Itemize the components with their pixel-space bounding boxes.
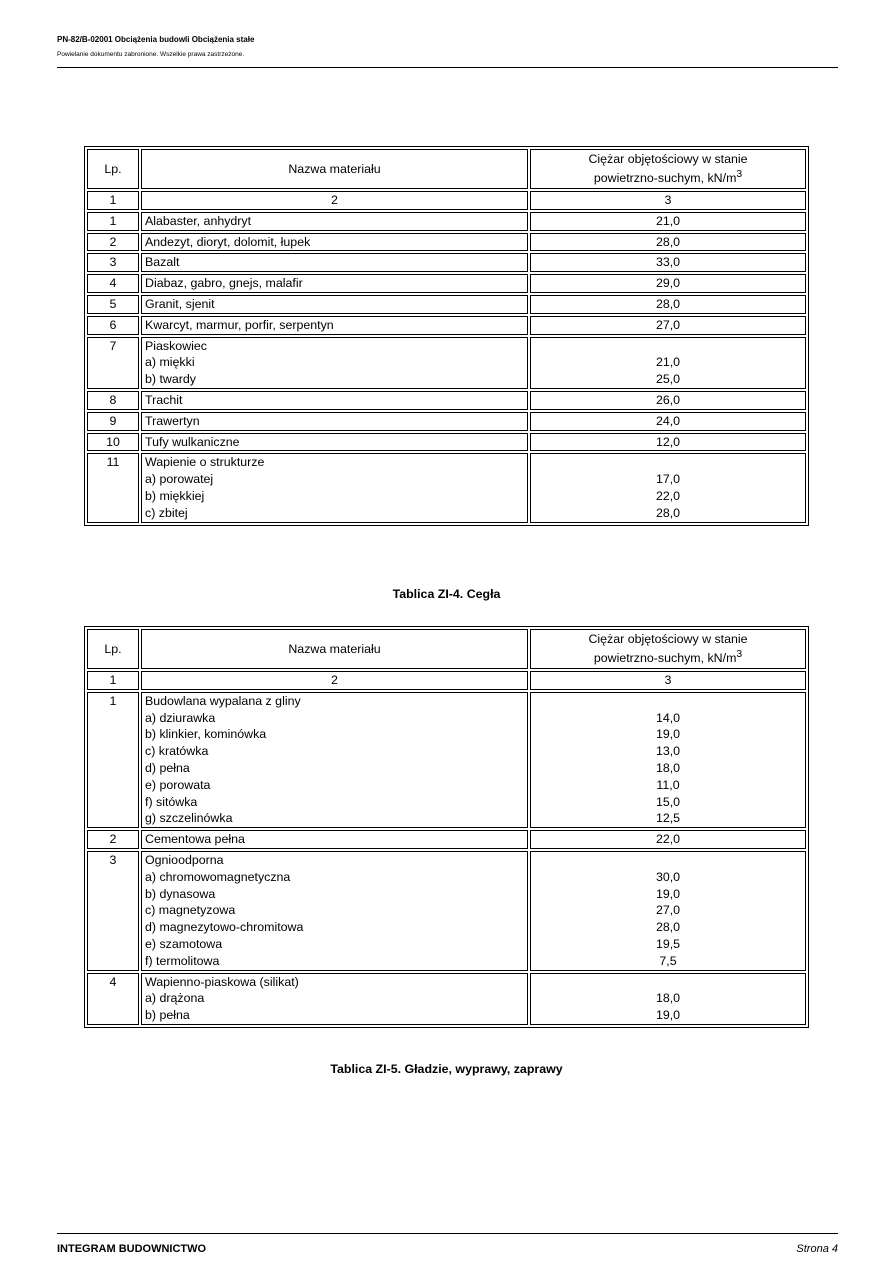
row-material-name bbox=[141, 316, 528, 335]
weight-value: 33,0 bbox=[655, 255, 681, 270]
column-number-1: 1 bbox=[87, 191, 139, 210]
table-row bbox=[87, 433, 806, 452]
column-number-2: 2 bbox=[141, 191, 528, 210]
weight-value: 19,0 bbox=[655, 727, 681, 742]
header-name: Nazwa materiału bbox=[141, 629, 528, 669]
row-weight bbox=[530, 830, 806, 849]
weight-value: 28,0 bbox=[655, 296, 681, 311]
material-name: Piaskowiec bbox=[145, 338, 207, 353]
weight-value: 28,0 bbox=[655, 505, 681, 520]
row-weight bbox=[530, 212, 806, 231]
weight-value: 29,0 bbox=[655, 276, 681, 291]
row-weight bbox=[530, 253, 806, 272]
row-lp: 1 bbox=[87, 212, 139, 231]
material-variant: d) magnezytowo-chromitowa bbox=[145, 920, 304, 935]
row-lp: 8 bbox=[87, 391, 139, 410]
row-lp: 2 bbox=[87, 830, 139, 849]
weight-value: 12,5 bbox=[655, 811, 681, 826]
table-row bbox=[87, 453, 806, 522]
row-material-name bbox=[141, 433, 528, 452]
table-row bbox=[87, 851, 806, 971]
row-weight bbox=[530, 973, 806, 1025]
material-variant: e) porowata bbox=[145, 777, 211, 792]
table-body bbox=[87, 149, 806, 523]
material-name: Alabaster, anhydryt bbox=[145, 213, 252, 228]
weight-value: 21,0 bbox=[655, 213, 681, 228]
row-lp: 3 bbox=[87, 851, 139, 971]
weight-value: 18,0 bbox=[655, 760, 681, 775]
weight-value: 19,0 bbox=[655, 1008, 681, 1023]
brick-materials-table bbox=[84, 626, 809, 1028]
column-number-row bbox=[87, 191, 806, 210]
weight-value: 11,0 bbox=[656, 777, 680, 792]
row-lp: 4 bbox=[87, 274, 139, 293]
header-weight-line2: powietrzno-suchym, kN/m bbox=[593, 171, 737, 186]
row-lp: 11 bbox=[87, 453, 139, 522]
weight-value: 30,0 bbox=[655, 869, 681, 884]
copyright-notice: Powielanie dokumentu zabronione. Wszelkie prawa zastrzeżone. bbox=[57, 51, 245, 58]
header-divider bbox=[57, 67, 838, 68]
row-material-name bbox=[141, 412, 528, 431]
weight-value: 26,0 bbox=[655, 392, 681, 407]
table-row bbox=[87, 212, 806, 231]
row-lp: 1 bbox=[87, 692, 139, 828]
row-lp: 7 bbox=[87, 337, 139, 389]
row-lp: 5 bbox=[87, 295, 139, 314]
material-variant: f) sitówka bbox=[145, 794, 198, 809]
material-name: Wapienie o strukturze bbox=[145, 455, 265, 470]
material-name: Diabaz, gabro, gnejs, malafir bbox=[145, 276, 303, 291]
material-name: Andezyt, dioryt, dolomit, łupek bbox=[145, 234, 311, 249]
weight-value: 27,0 bbox=[655, 317, 681, 332]
material-variant: e) szamotowa bbox=[145, 936, 223, 951]
material-name: Budowlana wypalana z gliny bbox=[145, 693, 301, 708]
header-row bbox=[87, 629, 806, 669]
row-weight bbox=[530, 274, 806, 293]
row-lp: 3 bbox=[87, 253, 139, 272]
material-name: Ognioodporna bbox=[145, 852, 224, 867]
row-material-name bbox=[141, 453, 528, 522]
weight-value: 12,0 bbox=[655, 434, 681, 449]
header-weight-line1: Ciężar objętościowy w stanie bbox=[588, 152, 748, 167]
header-weight-line2-wrap bbox=[534, 167, 802, 186]
table-row bbox=[87, 337, 806, 389]
table-row bbox=[87, 233, 806, 252]
table-row bbox=[87, 412, 806, 431]
weight-value: 21,0 bbox=[655, 355, 681, 370]
table-row bbox=[87, 316, 806, 335]
row-weight bbox=[530, 337, 806, 389]
header-weight-line1: Ciężar objętościowy w stanie bbox=[588, 632, 748, 647]
row-material-name bbox=[141, 973, 528, 1025]
row-weight bbox=[530, 295, 806, 314]
material-variant: c) zbitej bbox=[145, 505, 188, 520]
column-number-1: 1 bbox=[87, 671, 139, 690]
weight-value: 14,0 bbox=[655, 710, 681, 725]
row-weight bbox=[530, 692, 806, 828]
weight-value: 27,0 bbox=[655, 903, 681, 918]
row-material-name bbox=[141, 391, 528, 410]
row-weight bbox=[530, 433, 806, 452]
table-row bbox=[87, 295, 806, 314]
weight-value: 15,0 bbox=[655, 794, 681, 809]
header-weight bbox=[530, 149, 806, 189]
material-variant: a) dziurawka bbox=[145, 710, 216, 725]
row-material-name bbox=[141, 692, 528, 828]
table-caption-zi4: Tablica ZI-4. Cegła bbox=[392, 587, 501, 601]
weight-value: 18,0 bbox=[655, 991, 681, 1006]
header-weight-unit-exponent: 3 bbox=[736, 649, 743, 661]
material-variant: c) magnetyzowa bbox=[145, 903, 236, 918]
weight-spacer bbox=[534, 338, 802, 355]
material-variant: f) termolitowa bbox=[145, 953, 220, 968]
row-material-name bbox=[141, 233, 528, 252]
weight-spacer bbox=[534, 974, 802, 991]
header-name: Nazwa materiału bbox=[141, 149, 528, 189]
footer-divider bbox=[57, 1233, 838, 1234]
weight-value: 7,5 bbox=[659, 953, 677, 968]
table-row bbox=[87, 391, 806, 410]
header-weight-line2: powietrzno-suchym, kN/m bbox=[593, 651, 737, 666]
page-number: Strona 4 bbox=[796, 1243, 838, 1255]
weight-value: 24,0 bbox=[655, 413, 681, 428]
row-material-name bbox=[141, 851, 528, 971]
table-caption-zi5: Tablica ZI-5. Gładzie, wyprawy, zaprawy bbox=[330, 1062, 563, 1076]
weight-value: 19,0 bbox=[655, 886, 681, 901]
column-number-row bbox=[87, 671, 806, 690]
header-lp: Lp. bbox=[87, 629, 139, 669]
row-material-name bbox=[141, 212, 528, 231]
material-name: Bazalt bbox=[145, 255, 180, 270]
row-weight bbox=[530, 412, 806, 431]
column-number-2: 2 bbox=[141, 671, 528, 690]
table-row bbox=[87, 253, 806, 272]
weight-value: 17,0 bbox=[655, 472, 681, 487]
table-row bbox=[87, 274, 806, 293]
header-lp: Lp. bbox=[87, 149, 139, 189]
material-variant: g) szczelinówka bbox=[145, 811, 233, 826]
material-variant: a) chromowomagnetyczna bbox=[145, 869, 291, 884]
column-number-3: 3 bbox=[530, 671, 806, 690]
row-lp: 10 bbox=[87, 433, 139, 452]
weight-spacer bbox=[534, 852, 802, 869]
header-weight-line2-wrap bbox=[534, 647, 802, 666]
weight-spacer bbox=[534, 693, 802, 710]
material-variant: b) dynasowa bbox=[145, 886, 216, 901]
column-number-3: 3 bbox=[530, 191, 806, 210]
row-weight bbox=[530, 233, 806, 252]
row-lp: 2 bbox=[87, 233, 139, 252]
table-row bbox=[87, 830, 806, 849]
footer-publisher: INTEGRAM BUDOWNICTWO bbox=[57, 1243, 207, 1255]
weight-value: 22,0 bbox=[655, 488, 681, 503]
table-row bbox=[87, 692, 806, 828]
material-variant: a) drążona bbox=[145, 991, 205, 1006]
material-name: Wapienno-piaskowa (silikat) bbox=[145, 974, 299, 989]
material-name: Tufy wulkaniczne bbox=[145, 434, 240, 449]
header-weight bbox=[530, 629, 806, 669]
material-variant: b) klinkier, kominówka bbox=[145, 727, 267, 742]
row-lp: 9 bbox=[87, 412, 139, 431]
material-name: Granit, sjenit bbox=[145, 296, 215, 311]
document-title: PN-82/B-02001 Obciążenia budowli Obciążenia stałe bbox=[57, 35, 255, 44]
table-body bbox=[87, 629, 806, 1025]
row-lp: 4 bbox=[87, 973, 139, 1025]
weight-spacer bbox=[534, 454, 802, 471]
material-variant: b) miękkiej bbox=[145, 488, 205, 503]
material-variant: c) kratówka bbox=[145, 744, 209, 759]
weight-value: 13,0 bbox=[655, 744, 681, 759]
row-weight bbox=[530, 316, 806, 335]
weight-value: 19,5 bbox=[655, 936, 681, 951]
material-variant: a) miękki bbox=[145, 355, 195, 370]
material-variant: b) pełna bbox=[145, 1008, 190, 1023]
row-weight bbox=[530, 453, 806, 522]
row-material-name bbox=[141, 337, 528, 389]
row-lp: 6 bbox=[87, 316, 139, 335]
material-name: Trawertyn bbox=[145, 413, 200, 428]
row-material-name bbox=[141, 830, 528, 849]
row-material-name bbox=[141, 253, 528, 272]
row-weight bbox=[530, 851, 806, 971]
material-name: Trachit bbox=[145, 392, 183, 407]
stone-materials-table bbox=[84, 146, 809, 526]
weight-value: 28,0 bbox=[655, 920, 681, 935]
material-variant: b) twardy bbox=[145, 372, 196, 387]
material-variant: d) pełna bbox=[145, 760, 190, 775]
row-material-name bbox=[141, 295, 528, 314]
material-name: Kwarcyt, marmur, porfir, serpentyn bbox=[145, 317, 334, 332]
header-row bbox=[87, 149, 806, 189]
row-weight bbox=[530, 391, 806, 410]
table-row bbox=[87, 973, 806, 1025]
material-variant: a) porowatej bbox=[145, 472, 214, 487]
weight-value: 28,0 bbox=[655, 234, 681, 249]
row-material-name bbox=[141, 274, 528, 293]
weight-value: 25,0 bbox=[655, 372, 681, 387]
header-weight-unit-exponent: 3 bbox=[736, 169, 743, 181]
material-name: Cementowa pełna bbox=[145, 832, 245, 847]
weight-value: 22,0 bbox=[655, 832, 681, 847]
